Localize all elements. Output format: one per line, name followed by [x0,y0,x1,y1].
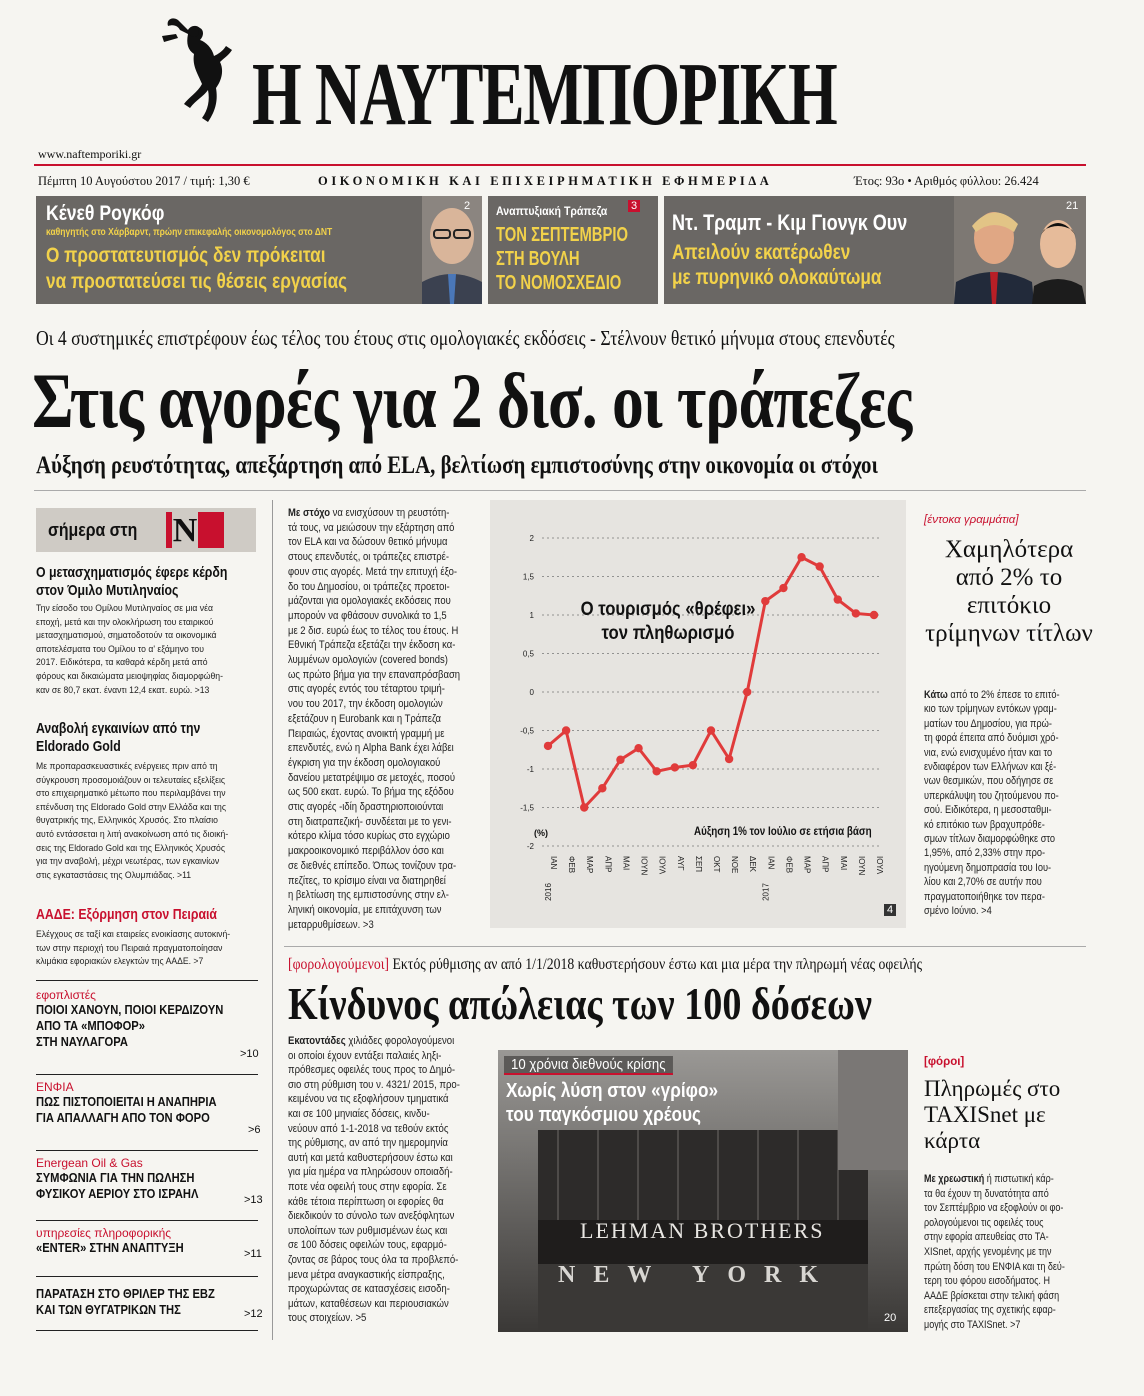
body-line: επένδυση της Eldorado Gold στην Ελλάδα και της [36,801,227,813]
inflation-chart [490,500,906,928]
date-price: Πέμπτη 10 Αυγούστου 2017 / τιμή: 1,30 € [38,174,250,188]
body-line: θυγατρικής της, Ελληνικός Χρυσός. Στο πλαίσιο [36,815,218,827]
year-label: 2017 [761,883,771,901]
newyork-sign: NEW YORK [558,1262,837,1288]
body-line: τον ELA και να δώσουν θετικό μήνυμα [288,536,448,549]
body-line: Εθνική Τράπεζα εξετάζει την έκδοση κα- [288,639,456,652]
x-tick-label: ΔΕΚ [748,856,758,873]
y-tick-label: 2 [529,534,534,543]
body-line: εποχή, μετά και την ολοκλήρωση του εταιρικού [36,616,214,628]
second-rule [284,946,1086,947]
body-line: κειμένου να τις εξοφλήσουν τμηματικά [288,1093,449,1106]
tbills-body [924,688,1092,919]
data-point [779,584,787,592]
body-line: ληνική οικονομία, με επιτάχυνση των [288,903,442,916]
photo-page: 20 [884,1312,897,1324]
lead-in: Κάτω [924,689,948,701]
lead-in: Με χρεωστική [924,1173,985,1185]
issue-number: Έτος: 93ο • Αριθμός φύλλου: 26.424 [854,174,1039,188]
list-line: ΠΩΣ ΠΙΣΤΟΠΟΙΕΙΤΑΙ Η ΑΝΑΠΗΡΙΑ [36,1094,217,1109]
body-line: δανείου μετατρέψιμο σε μετοχές, ποσού [288,771,456,784]
list-line: ΓΙΑ ΑΠΑΛΛΑΓΗ ΑΠΟ ΤΟΝ ΦΟΡΟ [36,1110,210,1125]
body-line: επενδυτές, ενώ η Alpha Bank έχει λάβει [288,742,454,755]
body-line: XISnet, αρχής γενομένης με την [924,1245,1052,1258]
today-logo: Ν [172,512,198,549]
body-line: νια, ενώ ενισχυμένο ήταν και το [924,746,1053,759]
list-line: ΣΥΜΦΩΝΙΑ ΓΙΑ ΤΗΝ ΠΩΛΗΣΗ [36,1170,195,1185]
body-line: κιο των τρίμηνων εντόκων γραμ- [924,703,1057,716]
body-line: Κάτω από το 2% έπεσε το επιτό- [924,689,1060,701]
list-rule [36,980,258,981]
body-line: αποτελέσματα του Ομίλου το α' εξάμηνο του [36,643,204,655]
body-line: ως 500 εκατ. ευρώ. Το βήμα της εξόδου [288,786,454,799]
teaser-rogoff-role: καθηγητής στο Χάρβαρντ, πρώην επικεφαλής οικονομολόγος στο ΔΝΤ [46,227,333,238]
data-point [562,726,570,734]
year-label: 2016 [544,883,553,901]
list-page: >10 [240,1048,259,1060]
today-item-2[interactable] [36,720,258,881]
teaser-bank-line2: ΣΤΗ ΒΟΥΛΗ [496,248,580,270]
x-tick-label: ΙΟΥΛ [657,856,667,875]
body-line: πραγματοποιήθηκε τον περα- [924,890,1045,903]
list-rule [36,1330,258,1331]
body-line: τη φορά έπειτα από δυόμισι χρό- [924,732,1059,745]
body-line: αυτό εντάσσεται η λιτή ανακοίνωση από τις διοική- [36,828,229,840]
data-point [671,763,679,771]
body-line: για την αναβολή, μέχρι νεωτέρας, των εγκαινίων [36,856,220,868]
trump-kim-photo [954,196,1086,304]
list-label: Energean Oil & Gas [36,1156,143,1170]
hermes-logo [158,14,236,132]
list-rule [36,1074,258,1075]
body-line: προχωρώντας σε κατασχέσεις εισοδη- [288,1283,450,1296]
y-tick-label: 0,5 [522,649,534,659]
body-line: μπορούν να φθάσουν συνολικά το 1,5 [288,609,447,622]
list-line: ΚΑΙ ΤΩΝ ΘΥΓΑΤΡΙΚΩΝ ΤΗΣ [36,1302,181,1317]
taxis-body [924,1172,1088,1333]
x-tick-label: ΝΟΕ [730,856,740,874]
x-tick-label: ΦΕΒ [567,856,577,874]
body-line: με 2 δισ. ευρώ έως το τέλος του έτους. Η [288,624,459,637]
x-tick-label: ΟΚΤ [712,856,721,873]
tbills-tag: [έντοκα γραμμάτια] [924,514,1019,526]
body-line: 2017. Ειδικότερα, τα καθαρά κέρδη μετά από [36,657,208,669]
body-line: πρόθεσμες οφειλές τους προς το Δημό- [288,1064,456,1077]
body-line: Ελέγχους σε ταξί και εταιρείες ενοικίασης αυτοκινή- [36,929,231,940]
second-body [288,1034,488,1326]
body-line: και σε 100 μηνιαίες δόσεις, κινδυ- [288,1107,430,1120]
x-tick-label: ΜΑΙ [621,856,631,871]
body-line: Με χρεωστική ή πιστωτική κάρ- [924,1173,1054,1185]
body-line: ρολογούμενοι τις οφειλές τους [924,1216,1044,1229]
body-line: τους στοιχείων. >5 [288,1312,367,1325]
body-line: στο επιχειρηματικό μέτωπο που περιλαμβάνει την [36,788,226,800]
teaser-trump-name: Ντ. Τραμπ - Κιμ Γιονγκ Ουν [672,210,908,235]
x-tick-label: ΜΑΡ [585,856,595,874]
teaser-bank-line1: ΤΟΝ ΣΕΠΤΕΜΒΡΙΟ [496,224,628,246]
body-line: καν σε 80,7 εκατ. έναντι 12,4 εκατ. ευρώ. >13 [36,684,210,696]
y-tick-label: -1,5 [520,803,534,813]
list-rule [36,1276,258,1277]
y-tick-label: -0,5 [520,726,534,736]
data-point [544,742,552,750]
body-line: ενδιαφέρον των Ελλήνων και ξέ- [924,761,1057,774]
body-line: μακροοικονομικό περιβάλλον όσο και [288,845,444,858]
body-line: σεις της Eldorado Gold και της Ελληνικός Χρυσός [36,842,226,854]
today-item-title: Αναβολή εγκαινίων από την Eldorado Gold [36,720,201,755]
teaser-bank-line3: ΤΟ ΝΟΜΟΣΧΕΔΙΟ [496,272,622,294]
x-tick-label: ΜΑΙ [838,856,848,871]
x-tick-label: ΙΟΥΝ [856,856,866,876]
masthead-title: Η ΝΑΥΤΕΜΠΟΡΙΚΗ [252,45,837,144]
body-line: εξετάζουν η Eurobank και η Τράπεζα [288,712,442,725]
body-line: υπολοίπων των ρυθμισμένων έως και [288,1224,448,1237]
data-point [834,595,842,603]
paper-subtitle: ΟΙΚΟΝΟΜΙΚΗ ΚΑΙ ΕΠΙΧΕΙΡΗΜΑΤΙΚΗ ΕΦΗΜΕΡΙΔΑ [318,174,773,188]
data-point [815,562,823,570]
teaser-trump-line2: με πυρηνικό ολοκαύτωμα [672,266,882,289]
list-label: εφοπλιστές [36,988,96,1002]
data-point [652,767,660,775]
body-line: ματίων του Δημοσίου, για πρώ- [924,717,1052,730]
body-line: Με προπαρασκευαστικές ενέργειες πριν από τη [36,761,218,772]
photo-headline-2: του παγκόσμιου χρέους [506,1104,701,1126]
body-line: σού. Ειδικότερα, η μεσοσταθμι- [924,804,1052,817]
chart-page: 4 [884,904,896,916]
body-line: αυτή και μετά καθυστερήσουν έστω και [288,1151,453,1164]
body-line: λίου και 2,70% σε αυτήν που [924,876,1042,889]
column-divider [272,500,273,1340]
body-line: σύγκρουση προσομοιάζουν οι τελευταίες εξελίξεις [36,774,226,786]
today-item-body [36,602,252,697]
tbills-headline: Χαμηλότερα από 2% το επιτόκιο τρίμηνων τίτλων [925,536,1093,647]
lead-subhead: Αύξηση ρευστότητας, απεξάρτηση από ELA, βελτίωση εμπιστοσύνης στην οικονομία οι στόχοι [36,452,878,479]
x-tick-label: ΑΠΡ [603,856,613,873]
x-tick-label: ΑΥΓ [675,856,685,871]
data-point [797,553,805,561]
website-url: www.naftemporiki.gr [38,147,142,161]
second-tag: [φορολογούμενοι] [288,956,390,973]
photo-tag: 10 χρόνια διεθνούς κρίσης [504,1056,673,1075]
chart-title-text: Ο τουρισμός «θρέφει» τον πληθωρισμό [580,599,756,644]
today-item-body [36,760,256,882]
lead-in: Εκατοντάδες [288,1035,346,1047]
body-line: δο του Δημοσίου, οι τράπεζες προετοι- [288,580,450,593]
body-line: μογής στο TAXISnet. >7 [924,1318,1021,1331]
body-line: διεκδικούν το σύνολο των ανεξόφλητων [288,1210,455,1223]
body-line: κάθε τέτοια περίπτωση οι εφορίες θα [288,1195,444,1208]
photo-headline-1: Χωρίς λύση στον «γρίφο» [506,1080,719,1102]
list-rule [36,1220,258,1221]
second-kicker [288,956,922,974]
today-logo-box [166,512,224,548]
teaser-rogoff-line2: να προστατεύσει τις θέσεις εργασίας [46,270,348,293]
list-line: ΠΟΙΟΙ ΧΑΝΟΥΝ, ΠΟΙΟΙ ΚΕΡΔΙΖΟΥΝ [36,1002,224,1017]
data-point [725,755,733,763]
body-line: κότερο κλίμα τόσο κυρίως στο εγχώριο [288,830,450,843]
teaser-bank-label: Αναπτυξιακή Τράπεζα [496,204,608,218]
body-line: υπερκάλυψη του ζητούμενου πο- [924,789,1059,802]
body-line: στις εγκαταστάσεις της Ολυμπιάδας. >11 [36,869,192,881]
list-item-energean[interactable] [36,1156,263,1206]
x-tick-label: ΙΟΥΛ [875,856,884,875]
list-page: >12 [244,1308,263,1320]
lead-in: Με στόχο [288,507,331,519]
body-line: τερη του φόρου εισοδήματος. Η [924,1275,1050,1288]
list-page: >13 [244,1194,263,1206]
body-line: για μία ημέρα να πληρώσουν οποιαδή- [288,1166,453,1179]
body-line: ΑΑΔΕ βρίσκεται στην τελική φάση [924,1289,1060,1302]
list-item-evz[interactable] [36,1286,263,1320]
body-line: μεταρρυθμίσεων. >3 [288,918,374,931]
body-line: σιο στη ρύθμιση του ν. 4321/ 2015, προ- [288,1078,460,1091]
taxis-headline: Πληρωμές στο TAXISnet με κάρτα [924,1076,1061,1153]
body-line: μενα μέτρα αναγκαστικής είσπραξης, [288,1268,445,1281]
hermes-icon [158,14,236,132]
data-point [743,688,751,696]
body-line: στη διατραπεζική- συνδέεται με το γενι- [288,815,452,828]
teaser-rogoff-line1: Ο προστατευτισμός δεν πρόκειται [46,244,326,267]
body-line: ζοντας σε βάρος τους όλα τα προβλεπό- [288,1253,459,1266]
today-item-title: ΑΑΔΕ: Εξόρμηση στον Πειραιά [36,906,217,923]
body-line: στους επενδυτές, οι τράπεζες επιστρέ- [288,551,450,564]
body-line: σμων τίτλων διαμορφώθηκε στο [924,833,1056,846]
body-line: τα θα έχουν τη δυνατότητα από [924,1187,1049,1200]
body-line: σμένο Ιούνιο. >4 [924,905,992,918]
body-line: πεζίτες, το κρίσιμο είναι να διατηρηθεί [288,874,446,887]
x-tick-label: ΙΑΝ [766,856,776,870]
body-line: νων θεσμικών, που οδήγησε σε [924,775,1054,788]
list-item-enfia[interactable] [36,1080,261,1136]
body-line: τά τους, να μειώσουν την εξάρτηση από [288,521,455,534]
teaser-rogoff-name: Κένεθ Ρογκόφ [46,202,165,225]
today-item-title: Ο μετασχηματισμός έφερε κέρδη στον Όμιλο Μυτιληναίος [36,564,228,599]
body-line: των στην περιοχή του Πειραιά πραγματοποίησαν [36,942,223,954]
teaser-rogoff[interactable] [36,196,482,304]
body-line: επεξεργασίας της σχετικής εφαρ- [924,1304,1056,1317]
body-line: ηγούμενη δημοπρασία του Ιου- [924,861,1052,874]
data-point [707,726,715,734]
list-line: «ENTER» ΣΤΗΝ ΑΝΑΠΤΥΞΗ [36,1240,184,1255]
list-line: ΠΑΡΑΤΑΣΗ ΣΤΟ ΘΡΙΛΕΡ ΤΗΣ ΕΒΖ [36,1286,215,1301]
body-line: τον Σεπτέμβριο να εξοφλούν οι φο- [924,1202,1064,1215]
data-point [852,609,860,617]
body-line: στην εφορία απευθείας στο ΤΑ- [924,1231,1049,1244]
today-item-body [36,928,256,969]
lead-body [288,506,486,932]
data-point [580,803,588,811]
lehman-photo[interactable] [498,1050,908,1332]
body-line: Εκατοντάδες χιλιάδες φορολογούμενοι [288,1035,455,1047]
body-line: στις αγορές εντός του τέταρτου τριμή- [288,683,445,696]
teaser-trump-page: 21 [1066,200,1079,212]
chart-title [580,598,756,646]
y-tick-label: -1 [526,765,534,774]
today-label: σήμερα στη [48,520,138,540]
series-line [548,557,874,807]
list-line: ΣΤΗ ΝΑΥΛΑΓΟΡΑ [36,1034,128,1049]
y-tick-label: 1 [529,611,534,620]
list-item-shipowners[interactable] [36,988,259,1060]
lead-headline: Στις αγορές για 2 δισ. οι τράπεζες [32,357,912,444]
list-label: υπηρεσίες πληροφορικής [36,1226,172,1240]
x-tick-label: ΙΑΝ [549,856,558,870]
body-line: μετασχηματισμού, σηματοδοτούν τα οικονομικά [36,630,217,642]
body-line: μάτων, καταθέσεων και περιουσιακών [288,1297,449,1310]
body-line: οι οποίοι έχουν εντάξει παλαιές ληξι- [288,1049,442,1062]
y-tick-label: 0 [529,688,534,697]
today-banner [36,508,256,552]
body-line: πρώτη δόση του ΕΝΦΙΑ και τη δεύ- [924,1260,1065,1273]
body-line: νου του 2017, την έκδοση ομολογιών [288,698,443,711]
x-tick-label: ΑΠΡ [820,856,830,873]
data-point [689,761,697,769]
list-page: >6 [248,1124,261,1136]
body-line: η βελτίωση της εμπιστοσύνης στην ελ- [288,889,449,902]
body-line: κό επιτόκιο των βραχυπρόθε- [924,818,1045,831]
y-tick-label: -2 [526,842,534,851]
body-line: της ρύθμισης, αν από την ημερομηνία [288,1137,448,1150]
x-tick-label: ΦΕΒ [784,856,794,874]
body-line: Την είσοδο του Ομίλου Μυτιληναίος σε μια νέα [36,603,213,614]
x-tick-label: ΜΑΡ [802,856,812,874]
list-page: >11 [244,1248,262,1260]
chart-annotation: Αύξηση 1% τον Ιούλιο σε ετήσια βάση [694,824,872,838]
taxis-tag: [φόροι] [924,1056,965,1068]
body-line: σε 100 δόσεις οφειλών τους, εφαρμό- [288,1239,447,1252]
second-kicker-text: Εκτός ρύθμισης αν από 1/1/2018 καθυστερήσουν έστω και μια μέρα την πληρωμή νέας οφειλής [389,956,923,973]
second-headline: Κίνδυνος απώλειας των 100 δόσεων [288,978,872,1029]
body-line: Πειραιώς, έχοντας ανοικτή γραμμή με [288,727,445,740]
today-item-3[interactable] [36,906,258,968]
list-rule [36,1150,258,1151]
teaser-bank-page: 3 [628,200,640,212]
rogoff-portrait [422,196,482,304]
list-line: ΦΥΣΙΚΟΥ ΑΕΡΙΟΥ ΣΤΟ ΙΣΡΑΗΛ [36,1186,199,1201]
today-item-1[interactable] [36,564,258,696]
x-tick-label: ΙΟΥΝ [639,856,649,876]
lehman-sign: LEHMAN BROTHERS [580,1218,825,1243]
list-line: ΑΠΟ ΤΑ «ΜΠΟΦΟΡ» [36,1018,145,1033]
body-line: Με στόχο να ενισχύσουν τη ρευστότη- [288,507,450,519]
data-point [634,744,642,752]
body-line: φόρους και δικαιώματα μειοψηφίας διαμορφώθη- [36,670,223,682]
body-line: νεύουν από 1-1-2018 να τεθούν εκτός [288,1122,449,1135]
body-line: λυμμένων ομολογιών (covered bonds) [288,654,448,667]
masthead-rule [34,164,1086,166]
data-point [870,611,878,619]
data-point [616,756,624,764]
list-item-it-services[interactable] [36,1226,262,1260]
teaser-trump-line1: Απειλούν εκατέρωθεν [672,241,851,264]
body-line: σε διεθνές επίπεδο. Όπως τονίζουν τρα- [288,859,457,872]
body-line: κλιμάκια εφοριακών ελεγκτών της ΑΑΔΕ. >7 [36,956,204,968]
body-line: μάζονται για ομολογιακές εκδόσεις που [288,595,451,608]
chart-ylabel: (%) [534,828,548,838]
chart-svg [490,500,906,928]
body-line: φουν στις αγορές. Μετά την επιτυχή έξο- [288,565,458,578]
data-point [761,597,769,605]
body-line: ποτε νέα οφειλή τους στην εφορία. Σε [288,1180,447,1193]
body-line: έγκριση για την έκδοση ομολογιακού [288,756,441,769]
teaser-rogoff-page: 2 [464,200,471,212]
teaser-development-bank[interactable] [488,196,658,304]
teaser-trump-kim[interactable] [664,196,1086,304]
lead-kicker: Οι 4 συστημικές επιστρέφουν έως τέλος του έτους στις ομολογιακές εκδόσεις - Στέλνουν θετικό μήνυμα στους επενδυτές [36,326,895,350]
data-point [598,784,606,792]
y-tick-label: 1,5 [522,572,534,582]
body-line: στις αγορές -ιδίη δραστηριοποιούνται [288,801,444,814]
body-line: ως πρώτο βήμα για την επαναπρόσβαση [288,668,461,681]
lead-rule [34,490,1086,491]
x-tick-label: ΣΕΠ [693,856,703,873]
list-label: ΕΝΦΙΑ [36,1080,74,1094]
body-line: 1,95%, από 2,33% στην προ- [924,847,1046,860]
